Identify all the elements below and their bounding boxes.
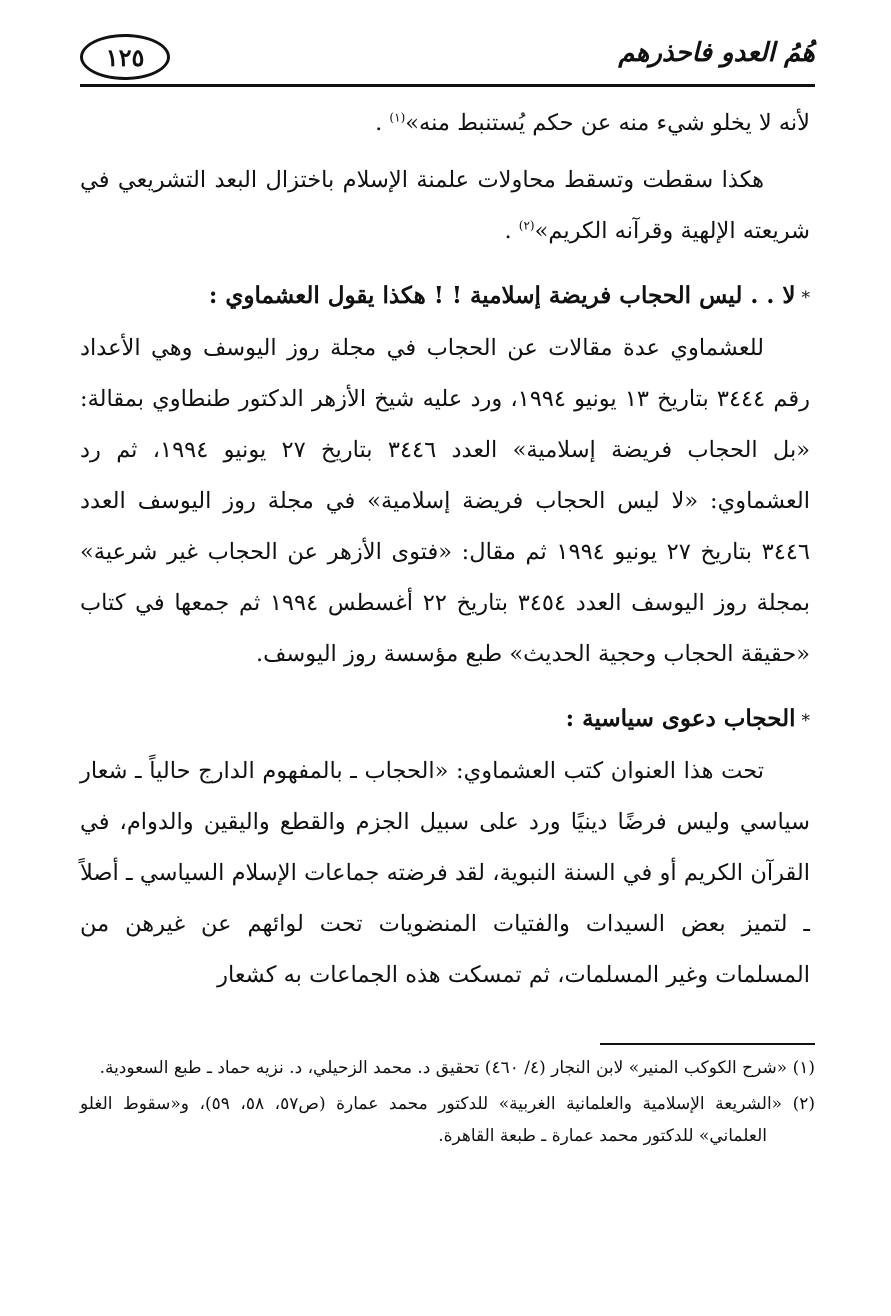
asterisk-icon: * — [801, 711, 810, 731]
heading-text: لا . . ليس الحجاب فريضة إسلامية ! ! هكذا يقول العشماوي : — [208, 282, 796, 309]
running-header — [80, 30, 815, 90]
heading-text: الحجاب دعوى سياسية : — [565, 705, 796, 732]
paragraph: للعشماوي عدة مقالات عن الحجاب في مجلة روز اليوسف وهي الأعداد رقم ٣٤٤٤ بتاريخ ١٣ يونيو ١٩٩٤، ورد عليه شيخ الأزهر الدكتور طنطاوي بمقالة: «بل الحجاب فريضة إسلامية» العدد ٣٤٤٦ بتاريخ ٢٧ يونيو ١٩٩٤، ثم رد العشماوي: «لا ليس الحجاب فريضة إسلامية» في مجلة روز اليوسف العدد ٣٤٤٦ بتاريخ ٢٧ يونيو ١٩٩٤ ثم مقال: «فتوى الأزهر عن الحجاب غير شرعية» بمجلة روز اليوسف العدد ٣٤٥٤ بتاريخ ٢٢ أغسطس ١٩٩٤ ثم جمعها في كتاب «حقيقة الحجاب وحجية الحديث» طبع مؤسسة روز اليوسف. — [80, 335, 810, 667]
footnote-text: «الشريعة الإسلامية والعلمانية الغربية» للدكتور محمد عمارة (ص٥٧، ٥٨، ٥٩)، و«سقوط الغلو العلماني» للدكتور محمد عمارة ـ طبعة القاهرة. — [80, 1094, 783, 1146]
body-text — [80, 98, 810, 1001]
footnotes — [80, 1052, 815, 1156]
asterisk-icon: * — [801, 288, 810, 308]
footnote-separator — [600, 1043, 815, 1045]
footnote-marker: (٢) — [792, 1094, 816, 1114]
book-title: هُمُ العدو فاحذرهم — [618, 38, 815, 68]
footnote-ref: (١) — [389, 110, 406, 125]
footnote-marker: (١) — [792, 1058, 815, 1078]
footnote — [80, 1088, 815, 1152]
punctuation: . — [504, 218, 519, 244]
paragraph: تحت هذا العنوان كتب العشماوي: «الحجاب ـ بالمفهوم الدارج حالياً ـ شعار سياسي وليس فرضًا دينيًا ورد على سبيل الجزم والقطع واليقين والدوام، في القرآن الكريم أو في السنة النبوية، لقد فرضته جماعات الإسلام السياسي ـ أصلاً ـ لتميز بعض السيدات والفتيات المنضويات تحت لوائهم عن غيرهن من المسلمات وغير المسلمات، ثم تمسكت هذه الجماعات به كشعار — [80, 758, 810, 988]
paragraph — [80, 155, 810, 257]
section-heading — [80, 694, 810, 746]
paragraph-text: لأنه لا يخلو شيء منه عن حكم يُستنبط منه» — [405, 110, 810, 136]
footnote — [80, 1052, 815, 1084]
footnote-ref: (٢) — [518, 218, 535, 233]
paragraph-continuation — [80, 98, 810, 149]
section-heading — [80, 271, 810, 323]
paragraph-text: هكذا سقطت وتسقط محاولات علمنة الإسلام باختزال البعد التشريعي في شريعته الإلهية وقرآنه الكريم» — [80, 167, 810, 244]
page-number: ١٢٥ — [80, 34, 170, 80]
punctuation: . — [375, 110, 390, 136]
header-rule — [80, 84, 815, 87]
footnote-text: «شرح الكوكب المنير» لابن النجار (٤/ ٤٦٠) تحقيق د. محمد الزحيلي، د. نزيه حماد ـ طبع السعودية. — [99, 1058, 788, 1078]
